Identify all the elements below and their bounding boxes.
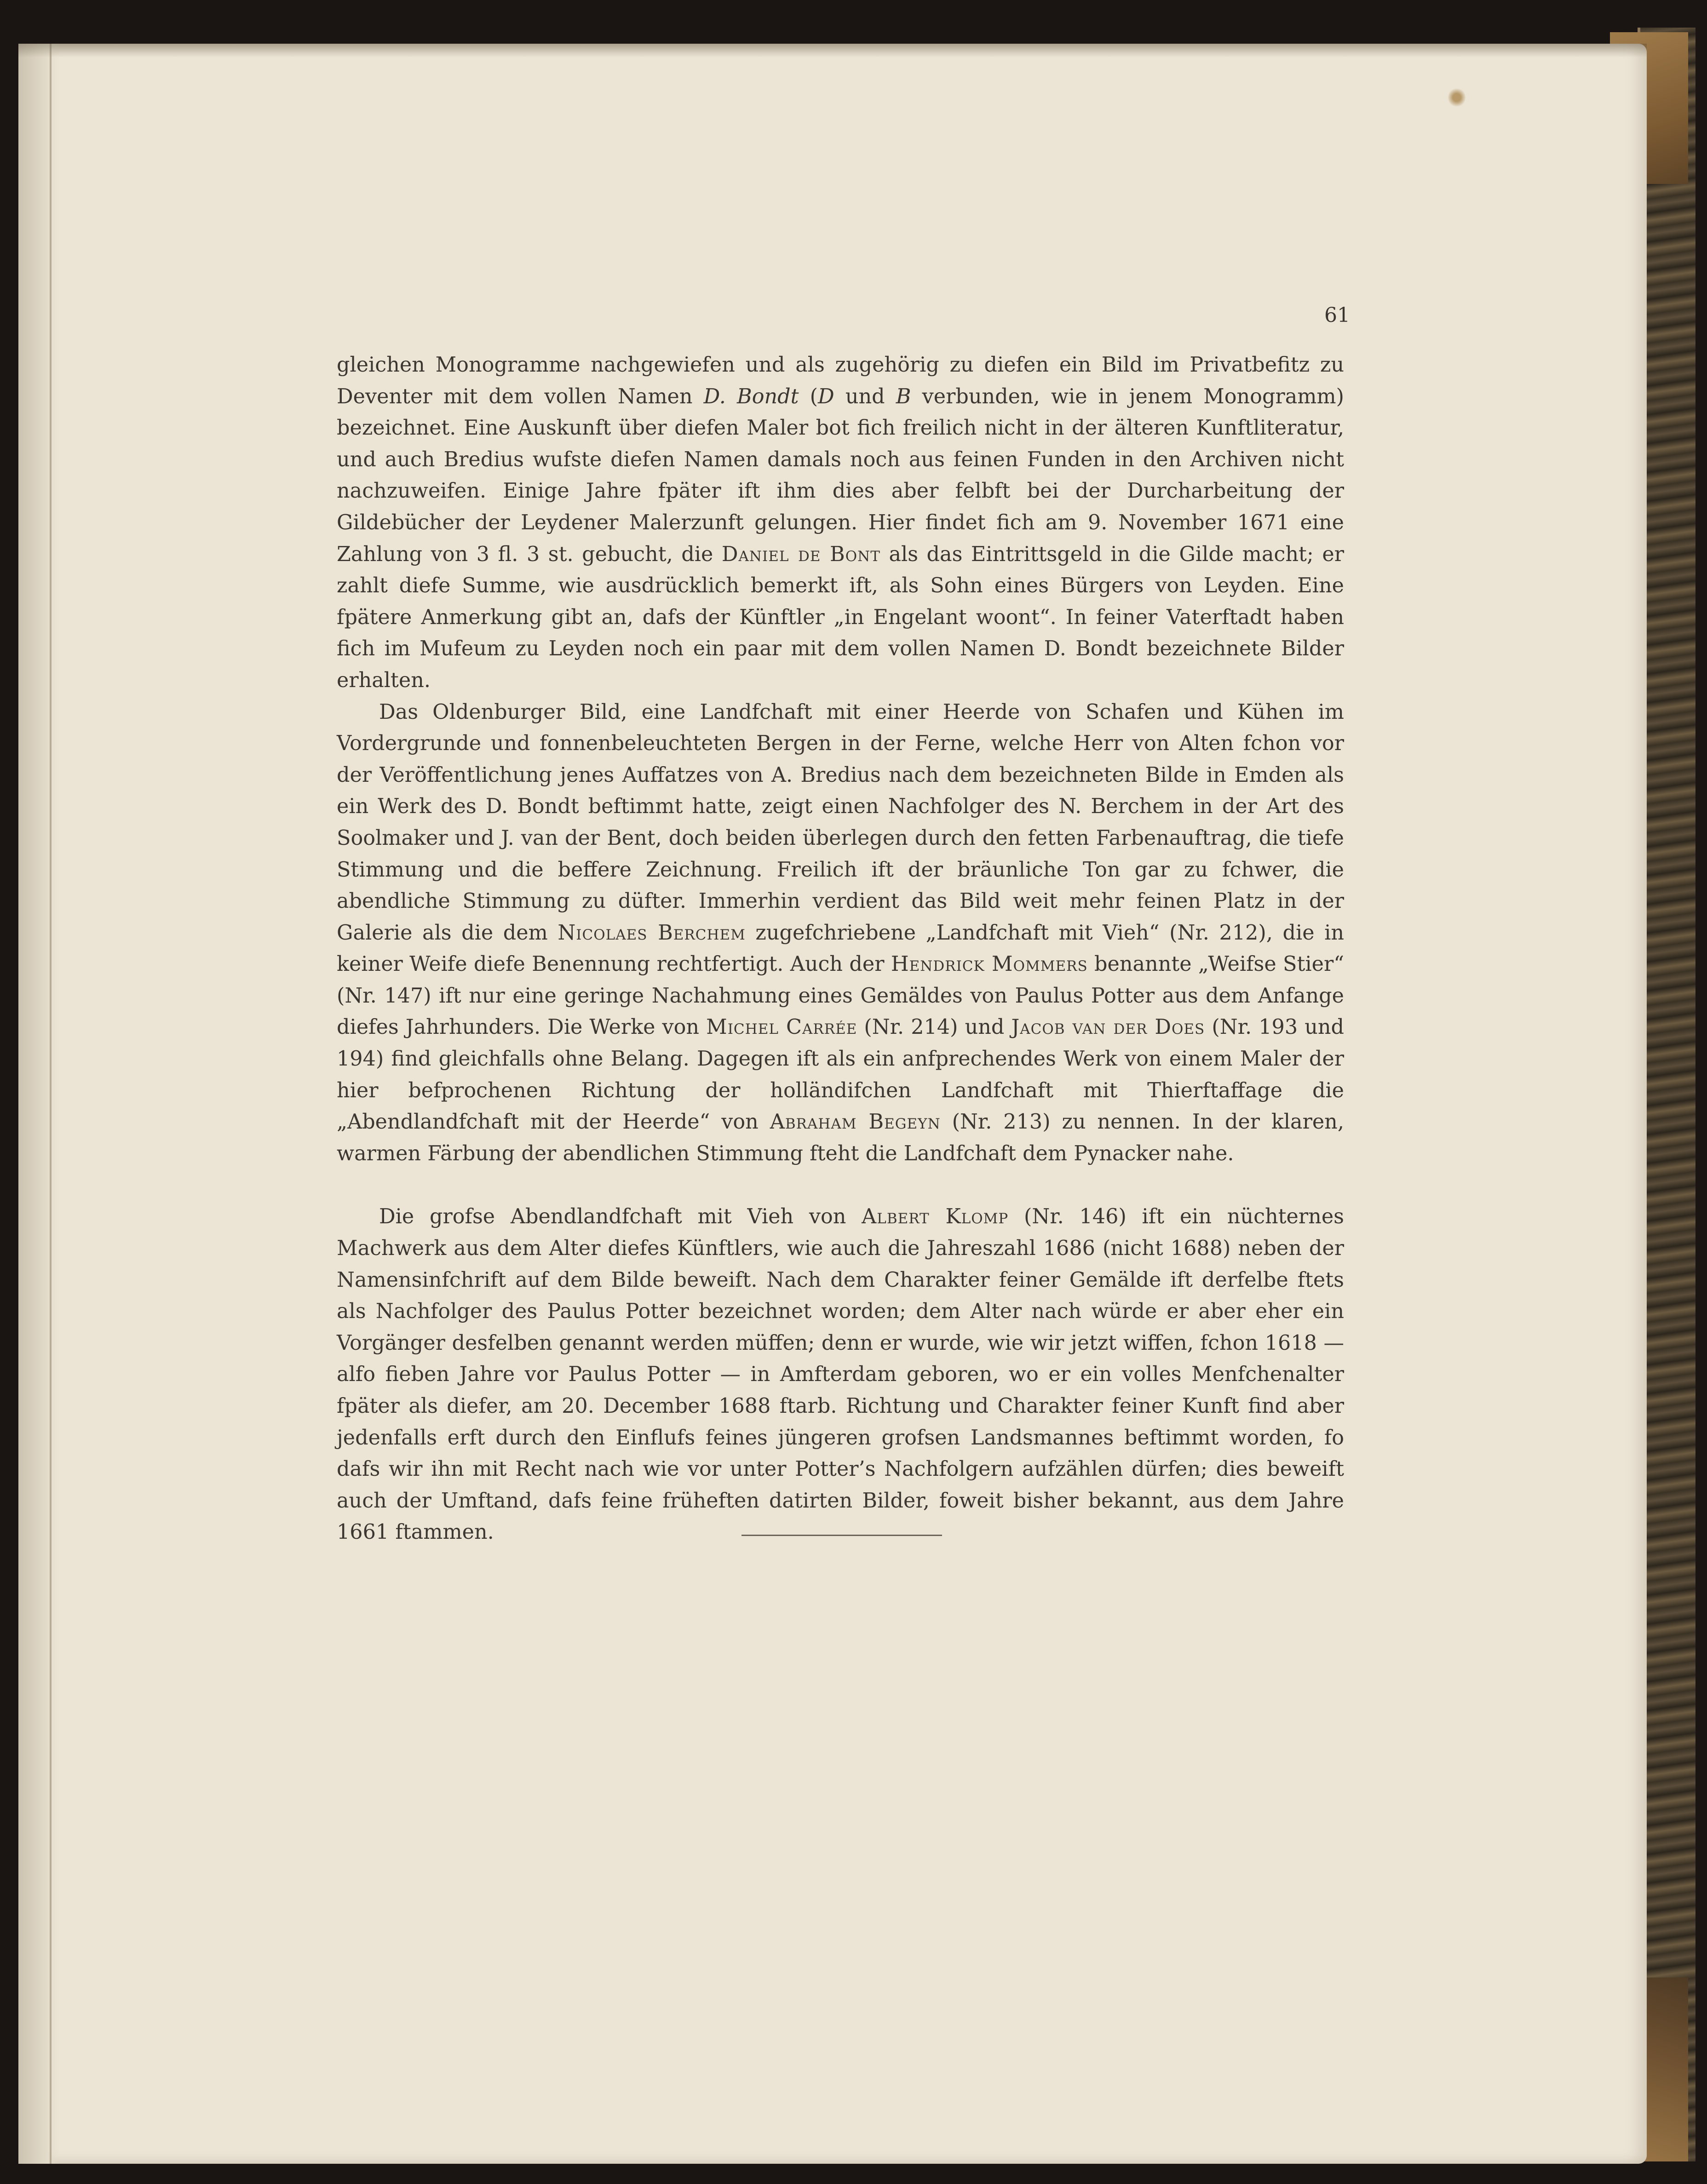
text-column: [337, 350, 1344, 1548]
p1-run-6: verbunden, wie in jenem Monogramm) bezeichnet. Eine Auskunft über diefen Maler bot fich freilich nicht in der älteren Kunftliteratur, und auch Bredius wufste diefen Namen damals noch aus feinen Funden in den Archiven nicht nachzuweifen. Einige Jahre fpäter ift ihm dies aber felbft bei der Durcharbeitung der Gildebücher der Leydener Malerzunft gelungen. Hier findet fich am 9. November 1671 eine Zahlung von 3 fl. 3 st. gebucht, die: [337, 384, 1344, 566]
paragraph-2: [337, 697, 1344, 1170]
p3-run-2: (Nr. 146) ift ein nüchternes Machwerk aus dem Alter diefes Künftlers, wie auch die Jahreszahl 1686 (nicht 1688) neben der Namensinfchrift auf dem Bilde beweift. Nach dem Charakter feiner Gemälde ift derfelbe ftets als Nachfolger des Paulus Potter bezeichnet worden; dem Alter nach würde er aber eher ein Vorgänger desfelben genannt werden müffen; denn er wurde, wie wir jetzt wiffen, fchon 1618 — alfo fieben Jahre vor Paulus Potter — in Amfterdam geboren, wo er ein volles Menfchenalter fpäter als diefer, am 20. December 1688 ftarb. Richtung und Charakter feiner Kunft find aber jedenfalls erft durch den Einflufs feines jüngeren grofsen Landsmannes beftimmt worden, fo dafs wir ihn mit Recht nach wie vor unter Potter’s Nachfolgern aufzählen dürfen; dies beweift auch der Umftand, dafs feine früheften datirten Bilder, foweit bisher bekannt, aus dem Jahre 1661 ftammen.: [337, 1205, 1344, 1544]
page-number: 61: [1324, 304, 1350, 327]
p1-run-7: Daniel de Bont: [721, 542, 880, 566]
p2-run-5: Michel Carrée: [706, 1015, 857, 1039]
foxing-stain: [1448, 87, 1466, 108]
p2-run-7: Jacob van der Does: [1011, 1015, 1205, 1039]
section-divider-rule: [741, 1535, 942, 1536]
p2-run-1: Nicolaes Berchem: [558, 921, 746, 945]
p3-run-1: Albert Klomp: [862, 1205, 1009, 1229]
p1-run-2: (: [799, 384, 818, 408]
page-top-shadow: [18, 44, 1647, 57]
p1-run-8: als das Eintrittsgeld in die Gilde macht; er zahlt diefe Summe, wie ausdrücklich bemerkt ift, als Sohn eines Bürgers von Leyden. Eine fpätere Anmerkung gibt an, dafs der Künftler „in Engelant woont“. In feiner Vaterftadt haben fich im Mufeum zu Leyden noch ein paar mit dem vollen Namen D. Bondt bezeichnete Bilder erhalten.: [337, 542, 1344, 692]
p1-run-0: gleichen Monogramme nachgewiefen und als zugehörig zu diefen ein Bild im Privatbefitz zu Deventer mit dem vollen Namen: [337, 353, 1344, 408]
paragraph-3: [337, 1201, 1344, 1548]
p1-run-5: B: [896, 384, 911, 408]
p2-run-10: (Nr. 213) zu nennen. In der klaren, warmen Färbung der abendlichen Stimmung fteht die Landfchaft dem Pynacker nahe.: [337, 1110, 1344, 1165]
paragraph-1: [337, 350, 1344, 697]
gutter-fold-line: [50, 44, 52, 2164]
p2-run-9: Abraham Begeyn: [770, 1110, 941, 1134]
p2-run-8: (Nr. 193 und 194) find gleichfalls ohne Belang. Dagegen ift als ein anfprechendes Werk von einem Maler der hier befprochenen Richtung der holländifchen Landfchaft mit Thierftaffage die „Abendlandfchaft mit der Heerde“ von: [337, 1015, 1344, 1134]
p2-run-6: (Nr. 214) und: [857, 1015, 1012, 1039]
p1-run-1: D. Bondt: [703, 384, 799, 408]
p1-run-4: und: [834, 384, 896, 408]
p2-run-2: zugefchriebene „Landfchaft mit Vieh“ (Nr. 212), die in keiner Weife diefe Benennung rechtfertigt. Auch der: [337, 921, 1344, 976]
p1-run-3: D: [818, 384, 834, 408]
page-gutter: [18, 44, 60, 2164]
p3-run-0: Die grofse Abendlandfchaft mit Vieh von: [379, 1205, 862, 1229]
p2-run-4: benannte „Weifse Stier“ (Nr. 147) ift nur eine geringe Nachahmung eines Gemäldes von Paulus Potter aus dem Anfange diefes Jahrhunders. Die Werke von: [337, 952, 1344, 1039]
p2-run-3: Hendrick Mommers: [891, 952, 1088, 976]
p2-run-0: Das Oldenburger Bild, eine Landfchaft mit einer Heerde von Schafen und Kühen im Vordergrunde und fonnenbeleuchteten Bergen in der Ferne, welche Herr von Alten fchon vor der Veröffentlichung jenes Auffatzes von A. Bredius nach dem bezeichneten Bilde in Emden als ein Werk des D. Bondt beftimmt hatte, zeigt einen Nachfolger des N. Berchem in der Art des Soolmaker und J. van der Bent, doch beiden überlegen durch den fetten Farbenauftrag, die tiefe Stimmung und die beffere Zeichnung. Freilich ift der bräunliche Ton gar zu fchwer, die abendliche Stimmung zu düfter. Immerhin verdient das Bild weit mehr feinen Platz in der Galerie als die dem: [337, 700, 1344, 945]
